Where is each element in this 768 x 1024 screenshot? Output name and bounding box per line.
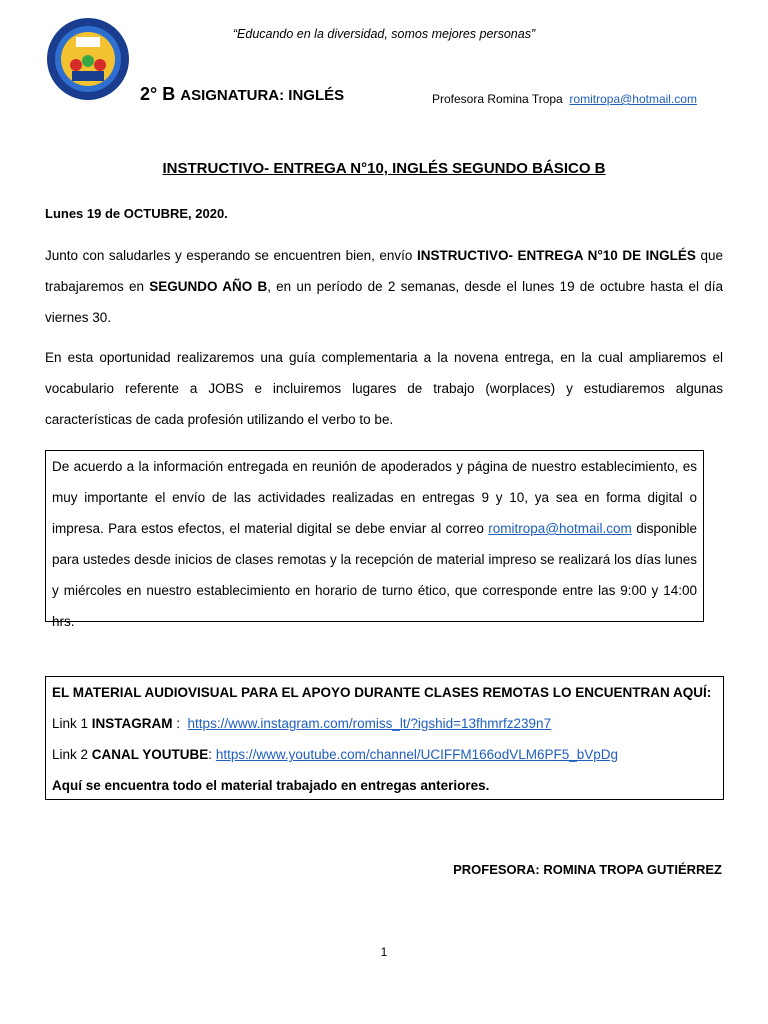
- link1-name: INSTAGRAM: [91, 716, 173, 731]
- link2-prefix: Link 2: [52, 747, 92, 762]
- intro-bold-2: SEGUNDO AÑO B: [149, 279, 268, 294]
- instagram-row: [52, 708, 717, 739]
- grade-subject: [140, 84, 344, 105]
- document-date: Lunes 19 de OCTUBRE, 2020.: [45, 206, 228, 221]
- school-motto: “Educando en la diversidad, somos mejores personas”: [232, 27, 536, 41]
- resources-box: [45, 676, 724, 800]
- instagram-link[interactable]: https://www.instagram.com/romiss_lt/?igshid=13fhmrfz239n7: [187, 716, 552, 731]
- intro-text-1: Junto con saludarles y esperando se encuentren bien, envío: [45, 248, 417, 263]
- page-number: 1: [380, 945, 388, 959]
- teacher-signature: PROFESORA: ROMINA TROPA GUTIÉRREZ: [453, 862, 722, 877]
- instructions-email-link[interactable]: romitropa@hotmail.com: [488, 521, 632, 536]
- intro-text-3: , en un período de 2 semanas, desde el lunes 19 de octubre hasta el día viernes 30.: [45, 279, 724, 325]
- link1-prefix: Link 1: [52, 716, 92, 731]
- instructions-text-2: disponible para ustedes desde inicios de clases remotas y la recepción de material impreso se realizará los días lunes y miércoles en nuestro establecimiento en horario de turno ético, que corresponde entre las 9:00 y 14:00 hrs.: [52, 521, 697, 629]
- resources-heading: EL MATERIAL AUDIOVISUAL PARA EL APOYO DURANTE CLASES REMOTAS LO ENCUENTRAN AQUÍ:: [52, 685, 712, 700]
- youtube-row: [52, 739, 717, 770]
- intro-paragraph: [45, 240, 723, 333]
- teacher-name: Profesora Romina Tropa: [432, 92, 563, 106]
- instructions-text-1: De acuerdo a la información entregada en reunión de apoderados y página de nuestro establecimiento, es muy importante el envío de las actividades realizadas en entregas 9 y 10, ya sea en forma digital o impresa. Para estos efectos, el material digital se debe enviar al correo: [52, 459, 697, 536]
- link1-separator: :: [172, 716, 188, 731]
- document-title: INSTRUCTIVO- ENTREGA N°10, INGLÉS SEGUNDO BÁSICO B: [162, 160, 606, 177]
- description-paragraph: En esta oportunidad realizaremos una guía complementaria a la novena entrega, en la cual ampliaremos el vocabulario referente a JOBS e incluiremos lugares de trabajo (worplaces) y estudiaremos algunas características de cada profesión utilizando el verbo to be.: [45, 350, 723, 427]
- link2-name: CANAL YOUTUBE: [91, 747, 209, 762]
- instructions-box: [45, 450, 704, 629]
- grade-label: 2° B: [140, 84, 176, 104]
- teacher-email-link[interactable]: romitropa@hotmail.com: [569, 92, 697, 106]
- intro-text-2: que trabajaremos en: [45, 248, 723, 294]
- teacher-info: [432, 92, 697, 106]
- intro-bold-1: INSTRUCTIVO- ENTREGA N°10 DE INGLÉS: [417, 248, 696, 263]
- link2-separator: :: [208, 747, 216, 762]
- subject-label: ASIGNATURA: INGLÉS: [180, 87, 345, 104]
- resources-note: Aquí se encuentra todo el material trabajado en entregas anteriores.: [52, 778, 490, 793]
- youtube-link[interactable]: https://www.youtube.com/channel/UCIFFM166odVLM6PF5_bVpDg: [215, 747, 619, 762]
- school-logo: [46, 17, 130, 101]
